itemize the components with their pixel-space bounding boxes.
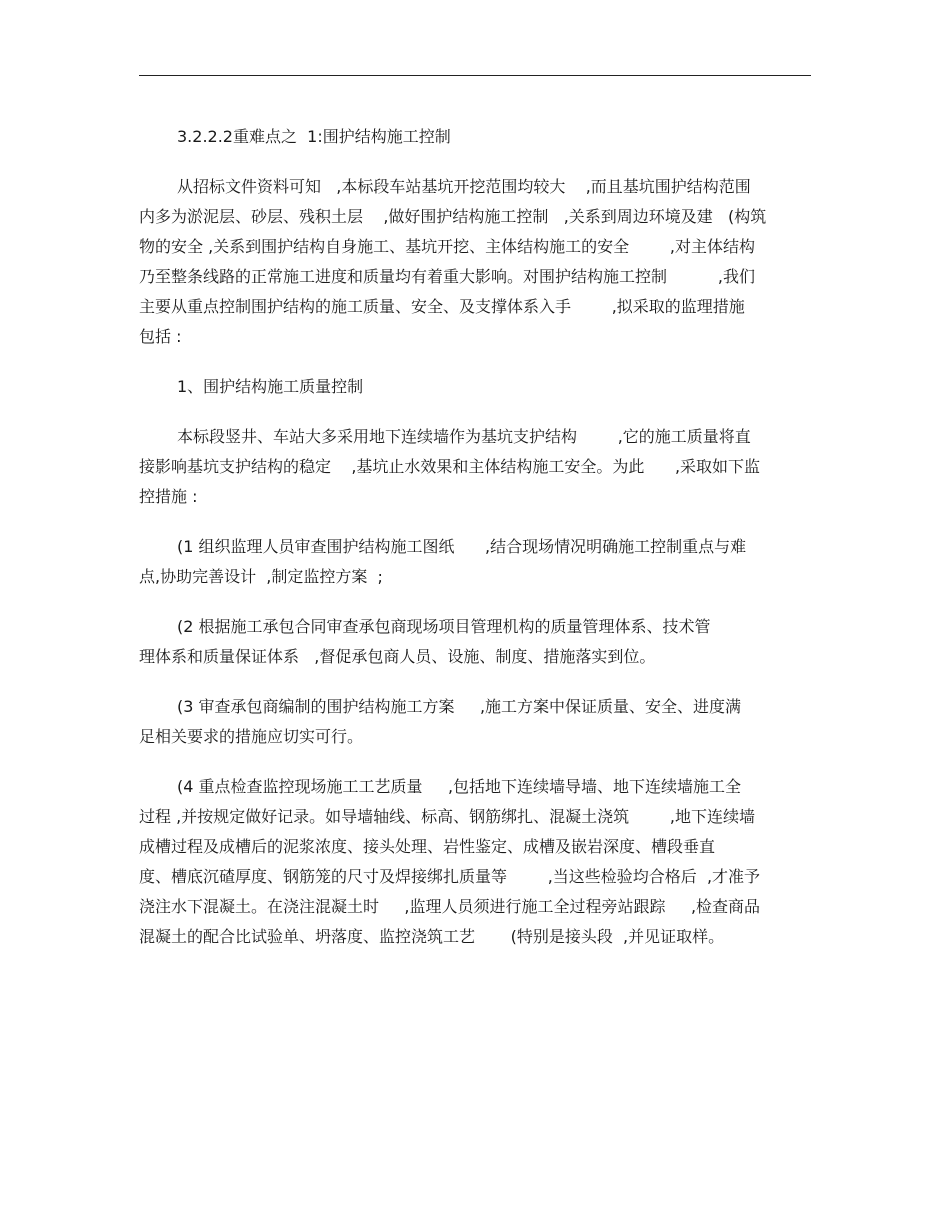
text-line: 物的安全 ,关系到围护结构自身施工、基坑开挖、主体结构施工的安全 ,对主体结构	[139, 237, 755, 256]
text-line: 乃至整条线路的正常施工进度和质量均有着重大影响。对围护结构施工控制 ,我们	[139, 267, 755, 286]
text-line: 混凝土的配合比试验单、坍落度、监控浇筑工艺 (特别是接头段 ,并见证取样。	[139, 927, 725, 946]
text-line: 足相关要求的措施应切实可行。	[139, 727, 364, 746]
list-item-1	[139, 532, 811, 592]
paragraph-quality	[139, 422, 811, 512]
text-line: 本标段竖井、车站大多采用地下连续墙作为基坑支护结构 ,它的施工质量将直	[177, 427, 751, 446]
text-line: (2 根据施工承包合同审查承包商现场项目管理机构的质量管理体系、技术管	[177, 617, 711, 636]
text-line: 控措施 :	[139, 487, 198, 506]
text-line: 接影响基坑支护结构的稳定 ,基坑止水效果和主体结构施工安全。为此 ,采取如下监	[139, 457, 761, 476]
paragraph-intro	[139, 172, 811, 352]
text-line: 内多为淤泥层、砂层、残积土层 ,做好围护结构施工控制 ,关系到周边环境及建 (构筑	[139, 207, 767, 226]
header-rule	[139, 75, 811, 76]
document-body	[139, 122, 811, 952]
text-line: 从招标文件资料可知 ,本标段车站基坑开挖范围均较大 ,而且基坑围护结构范围	[177, 177, 751, 196]
section-heading: 3.2.2.2重难点之 1:围护结构施工控制	[177, 127, 451, 146]
text-line: 度、槽底沉碴厚度、钢筋笼的尺寸及焊接绑扎质量等 ,当这些检验均合格后 ,才准予	[139, 867, 761, 886]
text-line: (1 组织监理人员审查围护结构施工图纸 ,结合现场情况明确施工控制重点与难	[177, 537, 747, 556]
list-item-3	[139, 692, 811, 752]
text-line: 理体系和质量保证体系 ,督促承包商人员、设施、制度、措施落实到位。	[139, 647, 656, 666]
list-item-2	[139, 612, 811, 672]
text-line: (3 审查承包商编制的围护结构施工方案 ,施工方案中保证质量、安全、进度满	[177, 697, 742, 716]
text-line: 包括 :	[139, 327, 182, 346]
text-line: 点,协助完善设计 ,制定监控方案 ;	[139, 567, 383, 586]
text-line: 主要从重点控制围护结构的施工质量、安全、及支撑体系入手 ,拟采取的监理措施	[139, 297, 745, 316]
text-line: (4 重点检查监控现场施工工艺质量 ,包括地下连续墙导墙、地下连续墙施工全	[177, 777, 742, 796]
text-line: 成槽过程及成槽后的泥浆浓度、接头处理、岩性鉴定、成槽及嵌岩深度、槽段垂直	[139, 837, 716, 856]
subsection-title: 1、围护结构施工质量控制	[177, 377, 364, 396]
text-line: 过程 ,并按规定做好记录。如导墙轴线、标高、钢筋绑扎、混凝土浇筑 ,地下连续墙	[139, 807, 755, 826]
text-line: 浇注水下混凝土。在浇注混凝土时 ,监理人员须进行施工全过程旁站跟踪 ,检查商品	[139, 897, 761, 916]
list-item-4	[139, 772, 811, 952]
